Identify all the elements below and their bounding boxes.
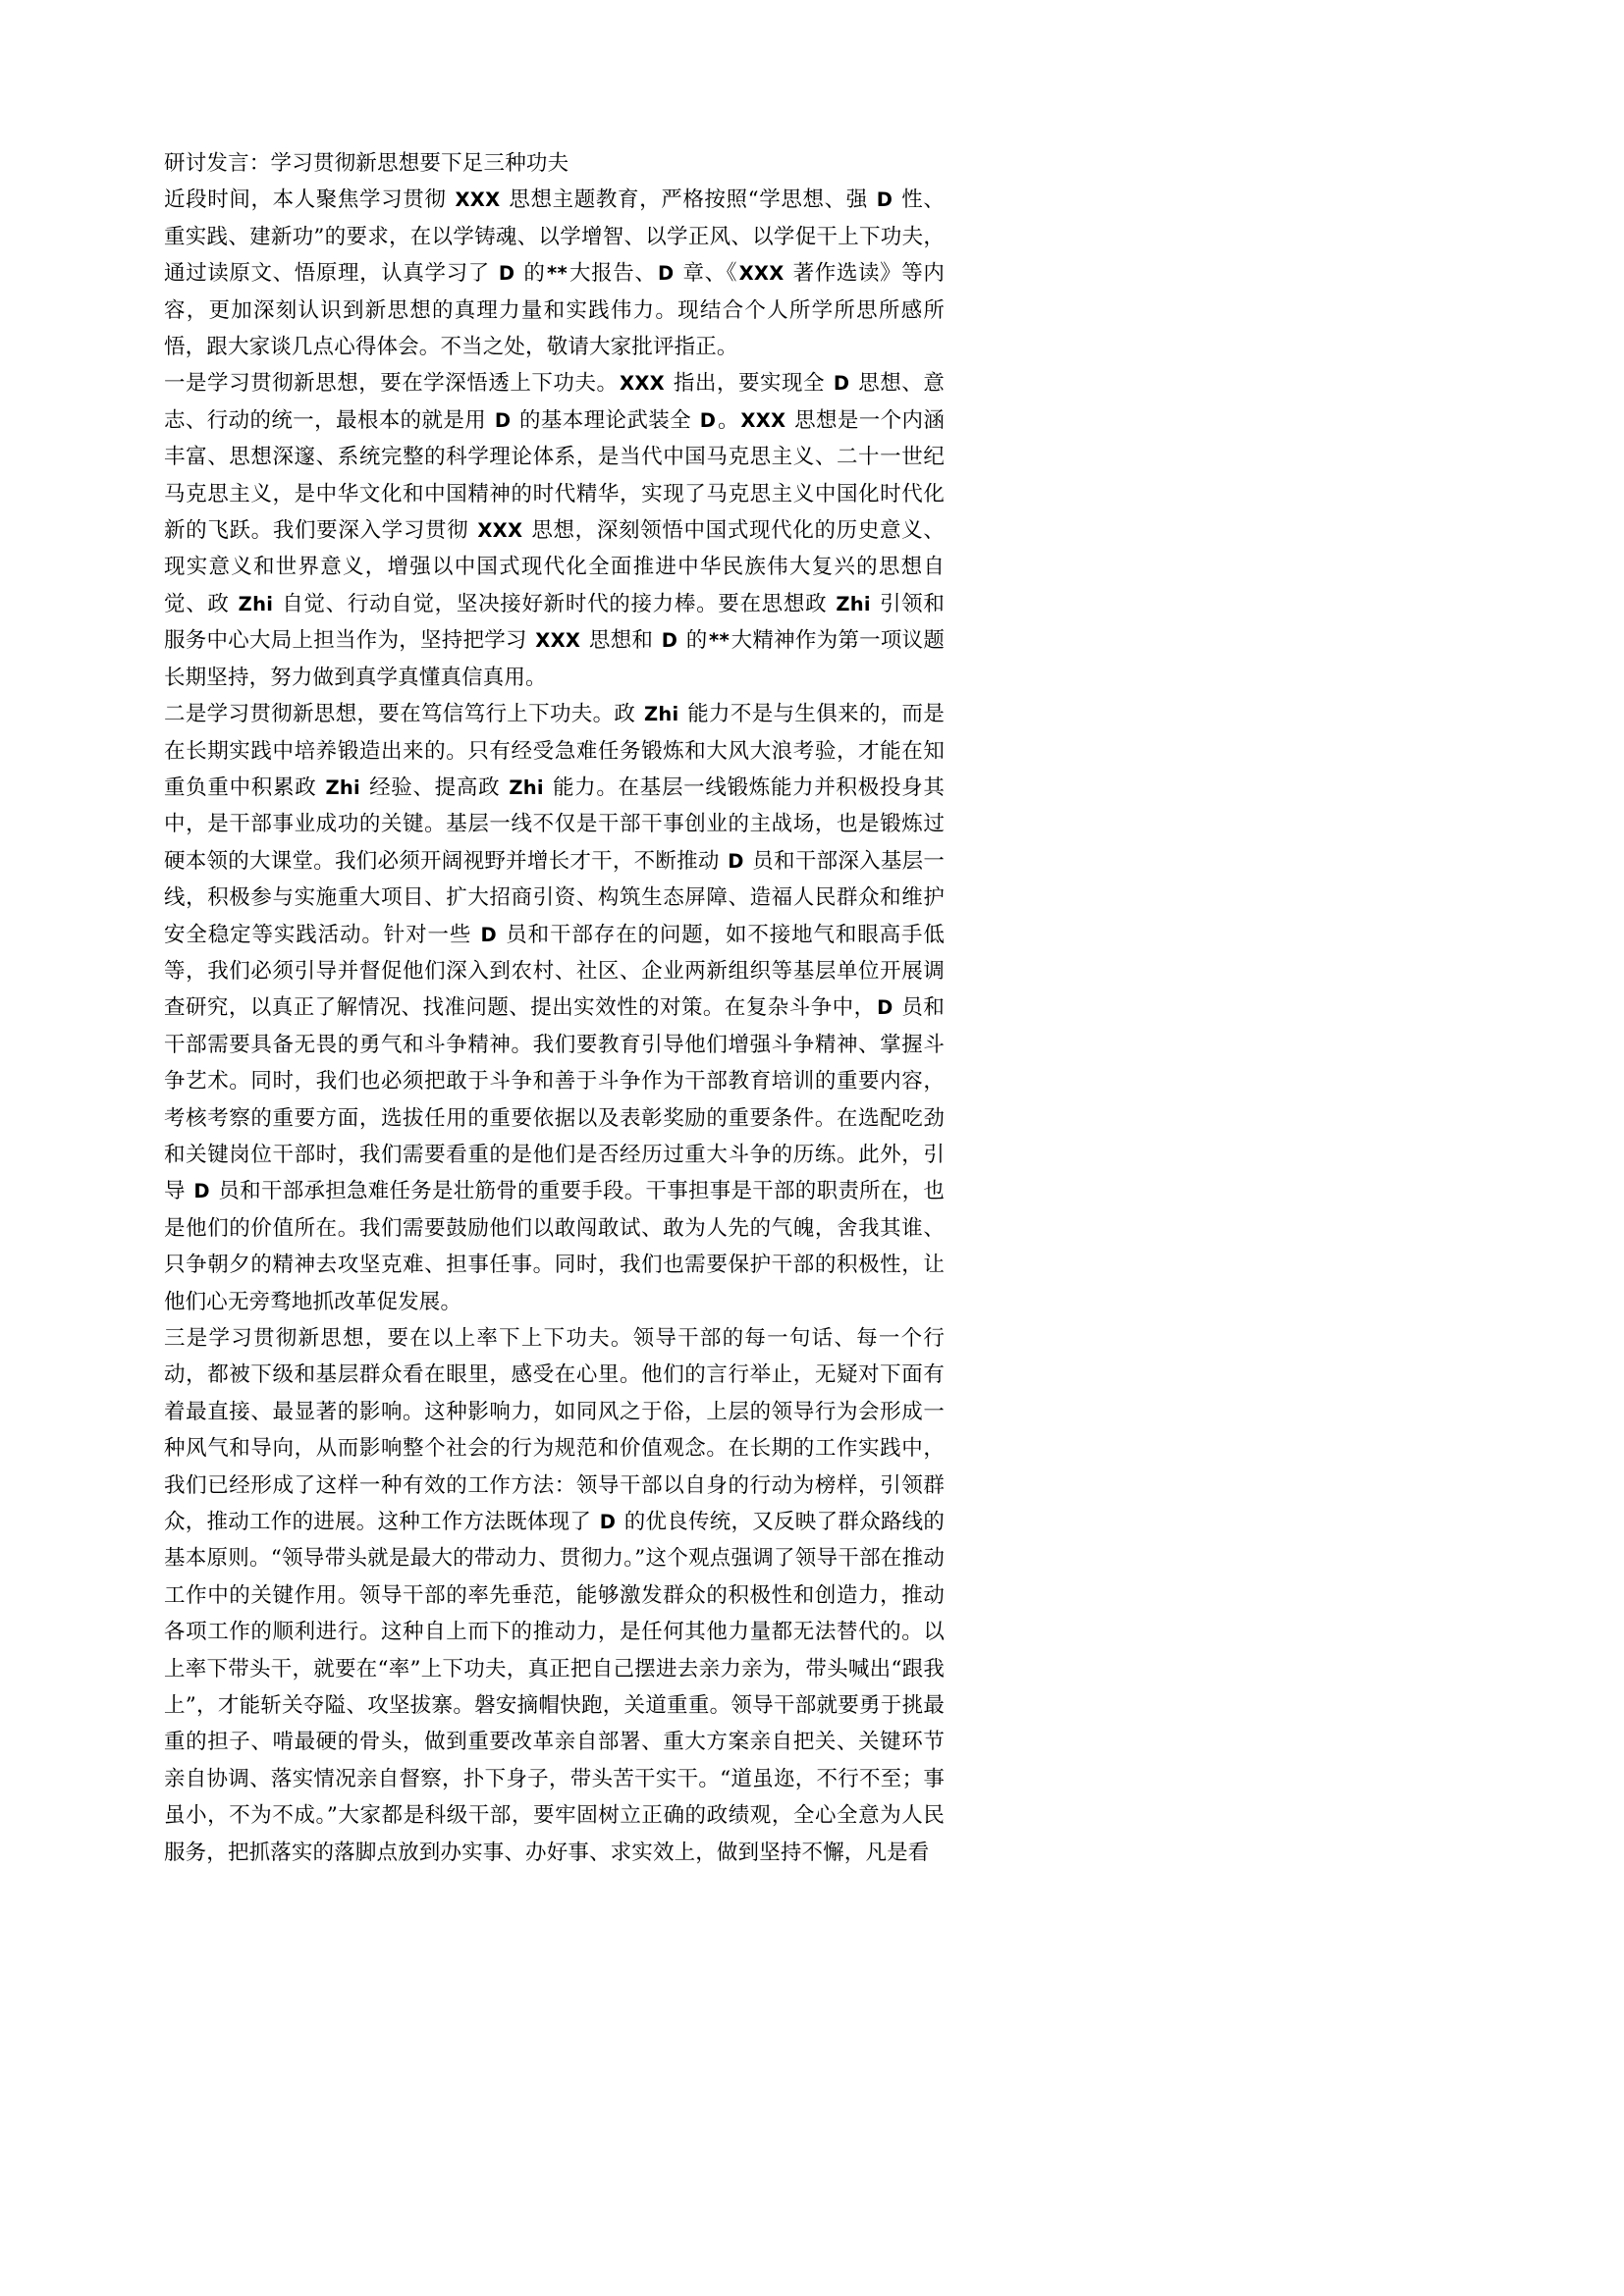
paragraph-point-two: 二是学习贯彻新思想，要在笃信笃行上下功夫。政 Zhi 能力不是与生俱来的，而是在长期实践中培养锻造出来的。只有经受急难任务锻炼和大风大浪考验，才能在知重负重中积累政 Zhi 经验、提高政 Zhi 能力。在基层一线锻炼能力并积极投身其中，是干部事业成功的关键。基层一线不仅是干部干事创业的主战场，也是锻炼过硬本领的大课堂。我们必须开阔视野并增长才干，不断推动 D 员和干部深入基层一线，积极参与实施重大项目、扩大招商引资、构筑生态屏障、造福人民群众和维护安全稳定等实践活动。针对一些 D 员和干部存在的问题，如不接地气和眼高手低等，我们必须引导并督促他们深入到农村、社区、企业两新组织等基层单位开展调查研究，以真正了解情况、找准问题、提出实效性的对策。在复杂斗争中，D 员和干部需要具备无畏的勇气和斗争精神。我们要教育引导他们增强斗争精神、掌握斗争艺术。同时，我们也必须把敢于斗争和善于斗争作为干部教育培训的重要内容，考核考察的重要方面，选拔任用的重要依据以及表彰奖励的重要条件。在选配吃劲和关键岗位干部时，我们需要看重的是他们是否经历过重大斗争的历练。此外，引导 D 员和干部承担急难任务是壮筋骨的重要手段。干事担事是干部的职责所在，也是他们的价值所在。我们需要鼓励他们以敢闯敢试、敢为人先的气魄，舍我其谁、只争朝夕的精神去攻坚克难、担事任事。同时，我们也需要保护干部的积极性，让他们心无旁骛地抓改革促发展。 xyxy=(164,702,945,1314)
latin-token: Zhi xyxy=(643,703,679,726)
latin-token: Zhi xyxy=(836,592,871,615)
latin-token: D xyxy=(498,262,515,286)
latin-token: XXX xyxy=(535,629,581,653)
latin-token: D xyxy=(661,629,678,653)
latin-token: D xyxy=(876,188,893,212)
latin-token: D xyxy=(699,408,717,432)
latin-token: Zhi xyxy=(509,775,544,799)
latin-token: D xyxy=(193,1180,210,1203)
paragraph-point-one: 一是学习贯彻新思想，要在学深悟透上下功夫。XXX 指出，要实现全 D 思想、意志、行动的统一，最根本的就是用 D 的基本理论武装全 D。XXX 思想是一个内涵丰富、思想深邃、系统完整的科学理论体系，是当代中国马克思主义、二十一世纪马克思主义，是中华文化和中国精神的时代精华，实现了马克思主义中国化时代化新的飞跃。我们要深入学习贯彻 XXX 思想，深刻领悟中国式现代化的历史意义、现实意义和世界意义，增强以中国式现代化全面推进中华民族伟大复兴的思想自觉、政 Zhi 自觉、行动自觉，坚决接好新时代的接力棒。要在思想政 Zhi 引领和服务中心大局上担当作为，坚持把学习 XXX 思想和 D 的**大精神作为第一项议题长期坚持，努力做到真学真懂真信真用。 xyxy=(164,371,946,690)
latin-token: D xyxy=(657,262,675,286)
latin-token: Zhi xyxy=(325,775,361,799)
latin-token: D xyxy=(494,408,512,432)
latin-token: ** xyxy=(546,262,568,286)
latin-token: D xyxy=(480,923,497,946)
latin-token: D xyxy=(833,372,850,396)
latin-token: XXX xyxy=(738,262,785,286)
latin-token: D xyxy=(599,1511,617,1534)
paragraph-point-three: 三是学习贯彻新思想，要在以上率下上下功夫。领导干部的每一句话、每一个行动，都被下级和基层群众看在眼里，感受在心里。他们的言行举止，无疑对下面有着最直接、最显著的影响。这种影响力，如同风之于俗，上层的领导行为会形成一种风气和导向，从而影响整个社会的行为规范和价值观念。在长期的工作实践中，我们已经形成了这样一种有效的工作方法：领导干部以自身的行动为榜样，引领群众，推动工作的进展。这种工作方法既体现了 D 的优良传统，又反映了群众路线的基本原则。“领导带头就是最大的带动力、贯彻力。”这个观点强调了领导干部在推动工作中的关键作用。领导干部的率先垂范，能够激发群众的积极性和创造力，推动各项工作的顺利进行。这种自上而下的推动力，是任何其他力量都无法替代的。以上率下带头干，就要在“率”上下功夫，真正把自己摆进去亲力亲为，带头喊出“跟我上”，才能斩关夺隘、攻坚拔寨。磐安摘帽快跑，关道重重。领导干部就要勇于挑最重的担子、啃最硬的骨头，做到重要改革亲自部署、重大方案亲自把关、关键环节亲自协调、落实情况亲自督察，扑下身子，带头苦干实干。“道虽迩，不行不至；事虽小，不为不成。”大家都是科级干部，要牢固树立正确的政绩观，全心全意为人民服务，把抓落实的落脚点放到办实事、办好事、求实效上，做到坚持不懈，凡是看 xyxy=(164,1326,945,1865)
latin-token: D xyxy=(877,996,893,1020)
document-text-column xyxy=(164,145,945,1871)
latin-token: Zhi xyxy=(238,592,274,615)
paragraph-intro: 近段时间，本人聚焦学习贯彻 XXX 思想主题教育，严格按照“学思想、强 D 性、重实践、建新功”的要求，在以学铸魂、以学增智、以学正风、以学促干上下功夫，通过读原文、悟原理，认真学习了 D 的**大报告、D 章、《XXX 著作选读》等内容，更加深刻认识到新思想的真理力量和实践伟力。现结合个人所学所思所感所悟，跟大家谈几点心得体会。不当之处，敬请大家批评指正。 xyxy=(164,187,945,360)
latin-token: XXX xyxy=(477,519,523,543)
latin-token: D xyxy=(728,849,744,873)
latin-token: XXX xyxy=(620,372,666,396)
latin-token: XXX xyxy=(455,188,501,212)
document-title: 研讨发言：学习贯彻新思想要下足三种功夫 xyxy=(164,151,569,176)
latin-token: ** xyxy=(709,629,731,653)
latin-token: XXX xyxy=(740,408,786,432)
